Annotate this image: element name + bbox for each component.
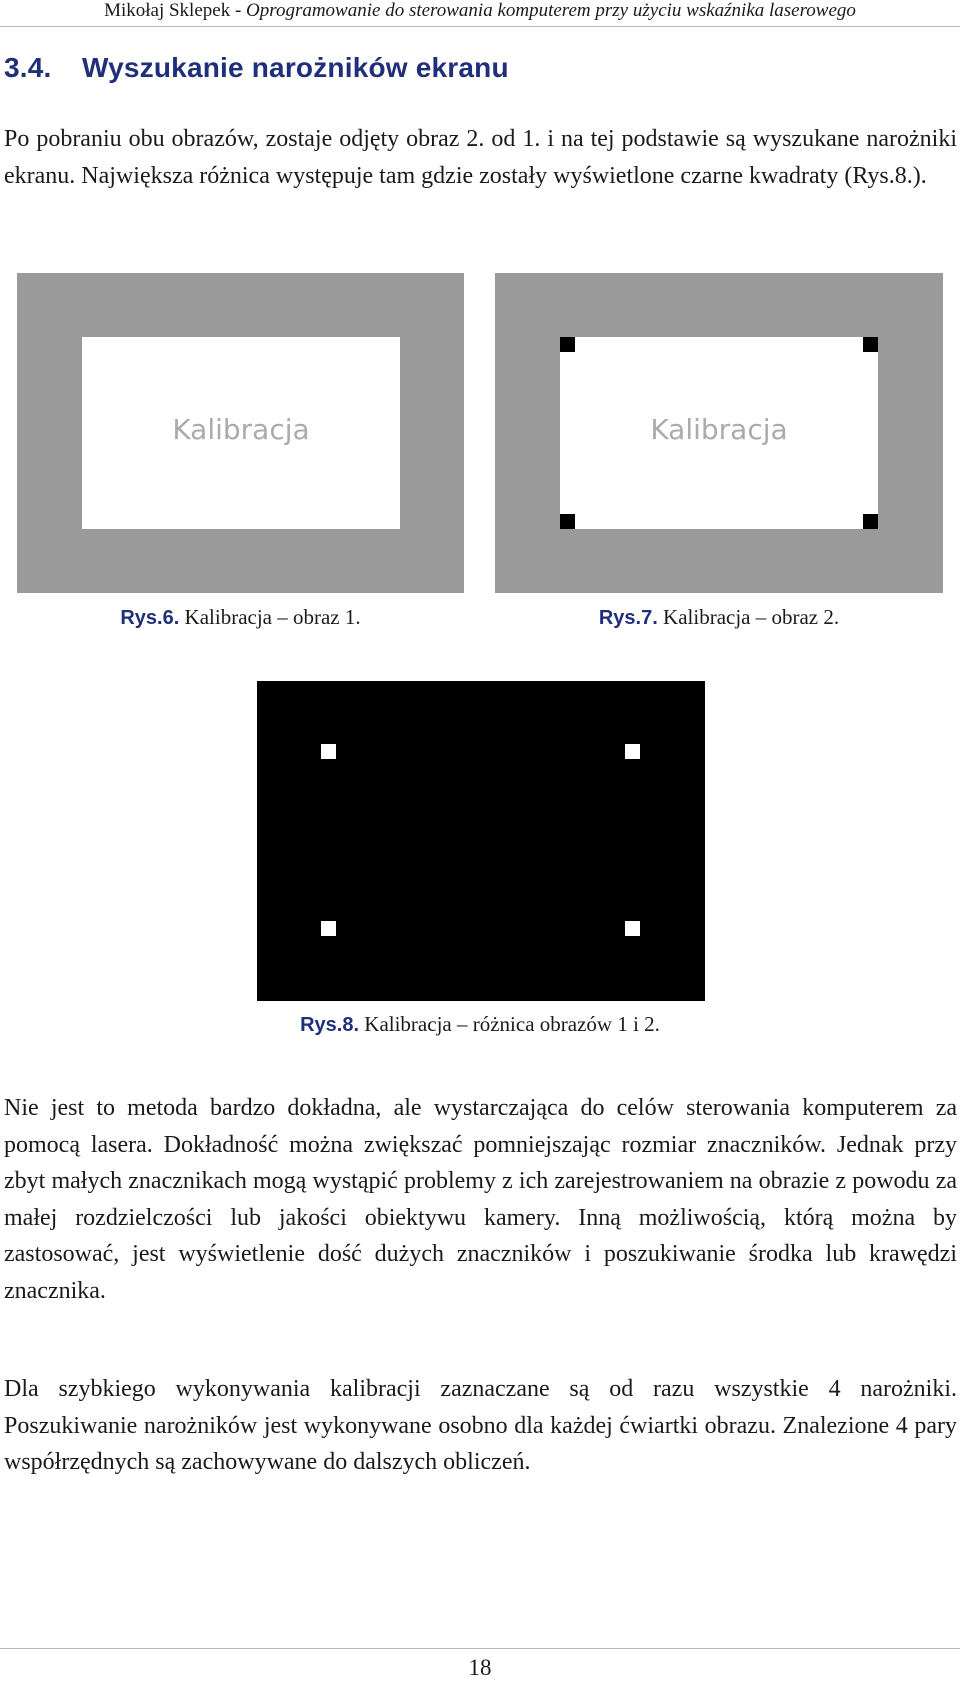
difference-marker-top-right: [625, 744, 640, 759]
figure-ref-6: Rys.6.: [120, 607, 180, 629]
difference-marker-bottom-right: [625, 921, 640, 936]
figure-caption-text-7: Kalibracja – obraz 2.: [657, 605, 840, 629]
figure-calibration-image-2: [495, 273, 943, 593]
corner-marker-top-right: [863, 337, 878, 352]
figure-caption-text-6: Kalibracja – obraz 1.: [179, 605, 361, 629]
calibration-screen-text: Kalibracja: [650, 413, 788, 446]
corner-marker-top-left: [560, 337, 575, 352]
calibration-screen: [560, 337, 878, 529]
figure-caption-7: [495, 605, 943, 630]
difference-marker-bottom-left: [321, 921, 336, 936]
figure-caption-6: [17, 605, 464, 630]
footer-rule: [0, 1648, 960, 1649]
difference-marker-top-left: [321, 744, 336, 759]
figure-caption-text-8: Kalibracja – różnica obrazów 1 i 2.: [359, 1012, 660, 1036]
page-number: 18: [468, 1655, 492, 1680]
section-number: 3.4.: [4, 52, 52, 83]
figure-difference-image: [257, 681, 705, 1001]
calibration-screen-text: Kalibracja: [172, 413, 310, 446]
corner-marker-bottom-right: [863, 514, 878, 529]
corner-marker-bottom-left: [560, 514, 575, 529]
figure-calibration-image-1: [17, 273, 464, 593]
body-paragraph-3: Dla szybkiego wykonywania kalibracji zaznaczane są od razu wszystkie 4 narożniki. Poszukiwanie narożników jest wykonywane osobno dla każdej ćwiartki obrazu. Znalezione 4 pary współrzędnych są zachowywane do dalszych obliczeń.: [4, 1376, 957, 1475]
figure-ref-7: Rys.7.: [598, 607, 658, 629]
header-author: Mikołaj Sklepek -: [104, 0, 247, 21]
section-title: Wyszukanie narożników ekranu: [82, 52, 509, 83]
header-title: Oprogramowanie do sterowania komputerem przy użyciu wskaźnika laserowego: [246, 0, 856, 21]
figure-ref-8: Rys.8.: [300, 1014, 360, 1036]
calibration-screen: [82, 337, 400, 529]
intro-paragraph: Po pobraniu obu obrazów, zostaje odjęty obraz 2. od 1. i na tej podstawie są wyszukane narożniki ekranu. Największa różnica występuje tam gdzie zostały wyświetlone czarne kwadraty (Rys.8.).: [4, 126, 957, 189]
running-header: [0, 0, 960, 27]
section-heading: [4, 52, 509, 84]
body-paragraph-2: Nie jest to metoda bardzo dokładna, ale wystarczająca do celów sterowania komputerem za pomocą lasera. Dokładność można zwiększać pomniejszając rozmiar znaczników. Jednak przy zbyt małych znacznikach mogą wystąpić problemy z ich zarejestrowaniem na obrazie z powodu za małej rozdzielczości lub jakości obiektywu kamery. Inną możliwością, którą można by zastosować, jest wyświetlenie dość dużych znaczników i poszukiwanie środka lub krawędzi znacznika.: [4, 1095, 957, 1304]
figure-caption-8: [180, 1012, 780, 1037]
